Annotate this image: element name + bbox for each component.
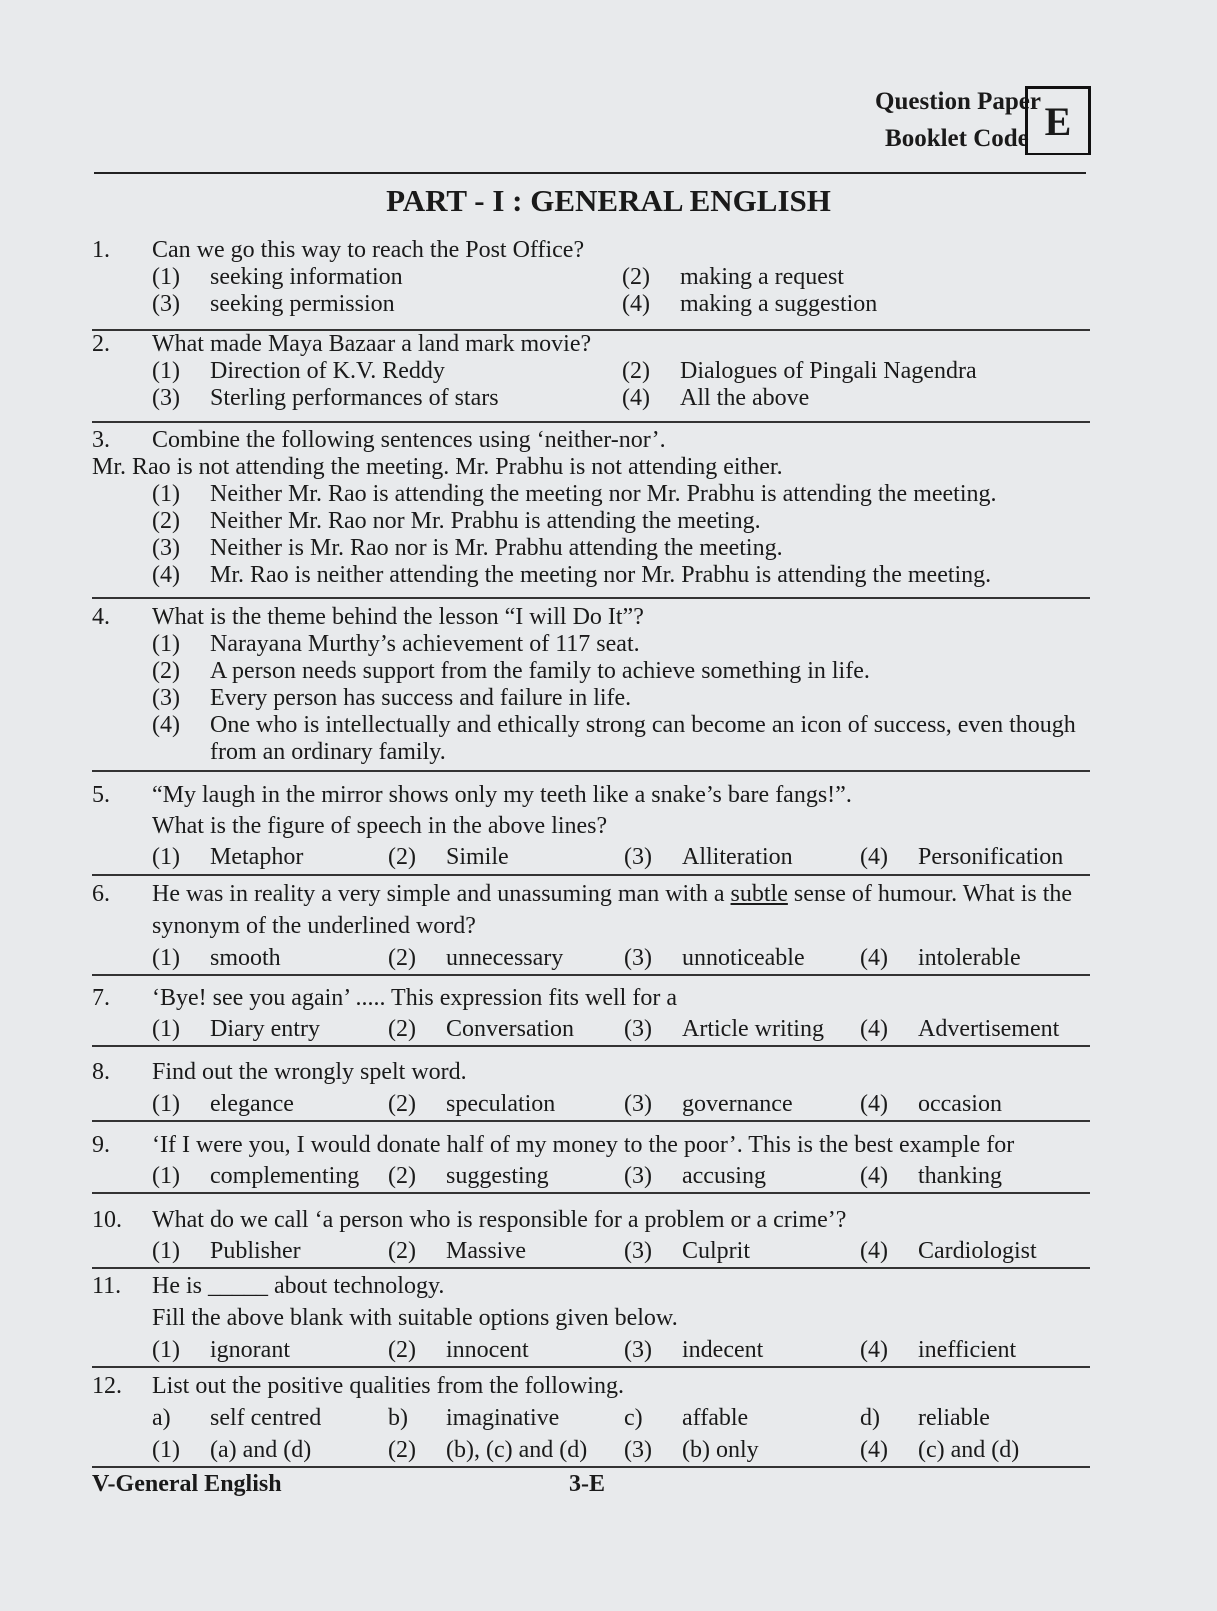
section-title: PART - I : GENERAL ENGLISH (386, 183, 831, 218)
option-1[interactable]: (1) Publisher (152, 1238, 301, 1264)
question-text: What do we call ‘a person who is responsible for a problem or a crime’? (152, 1207, 847, 1233)
option-4[interactable]: (4) making a suggestion (622, 291, 878, 317)
option-2[interactable]: (2) (b), (c) and (d) (388, 1437, 588, 1463)
question-text: What is the theme behind the lesson “I will Do It”? (152, 604, 644, 630)
question-number: 4. (92, 604, 110, 630)
option-4[interactable]: (4) thanking (860, 1163, 1002, 1189)
option-3[interactable]: (3) accusing (624, 1163, 766, 1189)
option-3[interactable]: (3) Sterling performances of stars (152, 385, 499, 411)
option-1[interactable]: (1) Diary entry (152, 1016, 320, 1042)
option-4[interactable]: (4) (c) and (d) (860, 1437, 1020, 1463)
question-1 (92, 237, 1090, 331)
statement-a: a) self centred (152, 1405, 322, 1431)
question-subtext: Fill the above blank with suitable options given below. (152, 1305, 678, 1331)
option-1[interactable]: (1) ignorant (152, 1337, 290, 1363)
option-2[interactable]: (2) making a request (622, 264, 844, 290)
option-2[interactable]: (2) Simile (388, 844, 509, 870)
question-subtext: Mr. Rao is not attending the meeting. Mr. Prabhu is not attending either. (92, 454, 783, 480)
option-2[interactable]: (2) Neither Mr. Rao nor Mr. Prabhu is attending the meeting. (152, 508, 761, 534)
option-3[interactable]: (3) governance (624, 1091, 793, 1117)
question-number: 8. (92, 1059, 110, 1085)
question-number: 7. (92, 985, 110, 1011)
question-number: 3. (92, 427, 110, 453)
option-2[interactable]: (2) speculation (388, 1091, 556, 1117)
question-text: ‘Bye! see you again’ ..... This expression fits well for a (152, 985, 677, 1011)
option-1[interactable]: (1) Metaphor (152, 844, 304, 870)
question-number: 6. (92, 881, 110, 907)
option-4[interactable]: (4) intolerable (860, 945, 1021, 971)
question-text: Combine the following sentences using ‘neither-nor’. (152, 427, 666, 453)
question-3 (92, 427, 1090, 599)
question-number: 9. (92, 1132, 110, 1158)
question-11 (92, 1270, 1090, 1368)
option-3[interactable]: (3) seeking permission (152, 291, 395, 317)
question-text: What made Maya Bazaar a land mark movie? (152, 331, 592, 357)
option-3[interactable]: (3) Alliteration (624, 844, 793, 870)
question-2 (92, 331, 1090, 423)
option-2[interactable]: (2) suggesting (388, 1163, 549, 1189)
option-3[interactable]: (3) unnoticeable (624, 945, 805, 971)
option-2[interactable]: (2) Conversation (388, 1016, 574, 1042)
option-2[interactable]: (2) innocent (388, 1337, 529, 1363)
option-3[interactable]: (3) Culprit (624, 1238, 751, 1264)
question-8 (92, 1056, 1090, 1122)
option-4[interactable]: (4) inefficient (860, 1337, 1017, 1363)
option-4[interactable]: (4) occasion (860, 1091, 1002, 1117)
option-4[interactable]: (4) Advertisement (860, 1016, 1060, 1042)
question-5 (92, 780, 1090, 876)
question-4 (92, 604, 1090, 772)
statement-list (152, 1402, 1090, 1434)
option-3[interactable]: (3) Neither is Mr. Rao nor is Mr. Prabhu attending the meeting. (152, 535, 783, 561)
option-1[interactable]: (1) Neither Mr. Rao is attending the meeting nor Mr. Prabhu is attending the meeting. (152, 481, 997, 507)
question-text: ‘If I were you, I would donate half of my money to the poor’. This is the best example for (152, 1132, 1015, 1158)
question-number: 10. (92, 1207, 122, 1233)
footer-subject: V-General English (92, 1471, 282, 1497)
question-text: List out the positive qualities from the following. (152, 1373, 624, 1399)
option-1[interactable]: (1) Direction of K.V. Reddy (152, 358, 445, 384)
question-10 (92, 1205, 1090, 1269)
question-number: 12. (92, 1373, 122, 1399)
question-text: He is _____ about technology. (152, 1273, 445, 1299)
header-line2: Booklet Code (885, 125, 1029, 152)
question-subtext: What is the figure of speech in the above lines? (152, 813, 608, 839)
option-2[interactable]: (2) Massive (388, 1238, 526, 1264)
option-1[interactable]: (1) Narayana Murthy’s achievement of 117 seat. (152, 631, 640, 657)
option-2[interactable]: (2) Dialogues of Pingali Nagendra (622, 358, 977, 384)
booklet-code-label (875, 83, 1041, 157)
header-line1: Question Paper (875, 88, 1041, 115)
option-1[interactable]: (1) (a) and (d) (152, 1437, 312, 1463)
header-rule (94, 172, 1086, 174)
question-number: 2. (92, 331, 110, 357)
question-text: Can we go this way to reach the Post Office? (152, 237, 585, 263)
statement-c: c) affable (624, 1405, 749, 1431)
page-number: 3-E (569, 1471, 605, 1497)
option-1[interactable]: (1) elegance (152, 1091, 294, 1117)
option-2[interactable]: (2) unnecessary (388, 945, 564, 971)
question-6 (92, 878, 1090, 976)
question-text: Find out the wrongly spelt word. (152, 1059, 467, 1085)
option-3[interactable]: (3) Article writing (624, 1016, 824, 1042)
question-number: 11. (92, 1273, 122, 1299)
question-text: He was in reality a very simple and unassuming man with a subtle sense of humour. What is the synonym of the underlined word? (152, 881, 1073, 939)
option-3[interactable]: (3) Every person has success and failure in life. (152, 685, 632, 711)
option-3[interactable]: (3) indecent (624, 1337, 764, 1363)
question-number: 5. (92, 782, 110, 808)
statement-b: b) imaginative (388, 1405, 560, 1431)
statement-d: d) reliable (860, 1405, 990, 1431)
page-footer (92, 1471, 1092, 1498)
option-1[interactable]: (1) complementing (152, 1163, 360, 1189)
underlined-word: subtle (730, 881, 788, 907)
option-4[interactable]: (4) Personification (860, 844, 1064, 870)
question-text: “My laugh in the mirror shows only my teeth like a snake’s bare fangs!”. (152, 782, 852, 808)
question-12 (92, 1370, 1090, 1468)
option-4[interactable]: (4) Cardiologist (860, 1238, 1037, 1264)
question-number: 1. (92, 237, 110, 263)
option-3[interactable]: (3) (b) only (624, 1437, 759, 1463)
option-4[interactable]: (4) All the above (622, 385, 810, 411)
option-4[interactable]: (4) Mr. Rao is neither attending the meeting nor Mr. Prabhu is attending the meeting. (152, 562, 992, 588)
option-4[interactable]: (4) One who is intellectually and ethically strong can become an icon of success, even though from an ordinary family. (152, 712, 1076, 765)
option-2[interactable]: (2) A person needs support from the family to achieve something in life. (152, 658, 870, 684)
option-1[interactable]: (1) seeking information (152, 264, 403, 290)
booklet-code-box: E (1025, 86, 1091, 155)
question-9 (92, 1130, 1090, 1194)
option-1[interactable]: (1) smooth (152, 945, 281, 971)
question-7 (92, 983, 1090, 1047)
